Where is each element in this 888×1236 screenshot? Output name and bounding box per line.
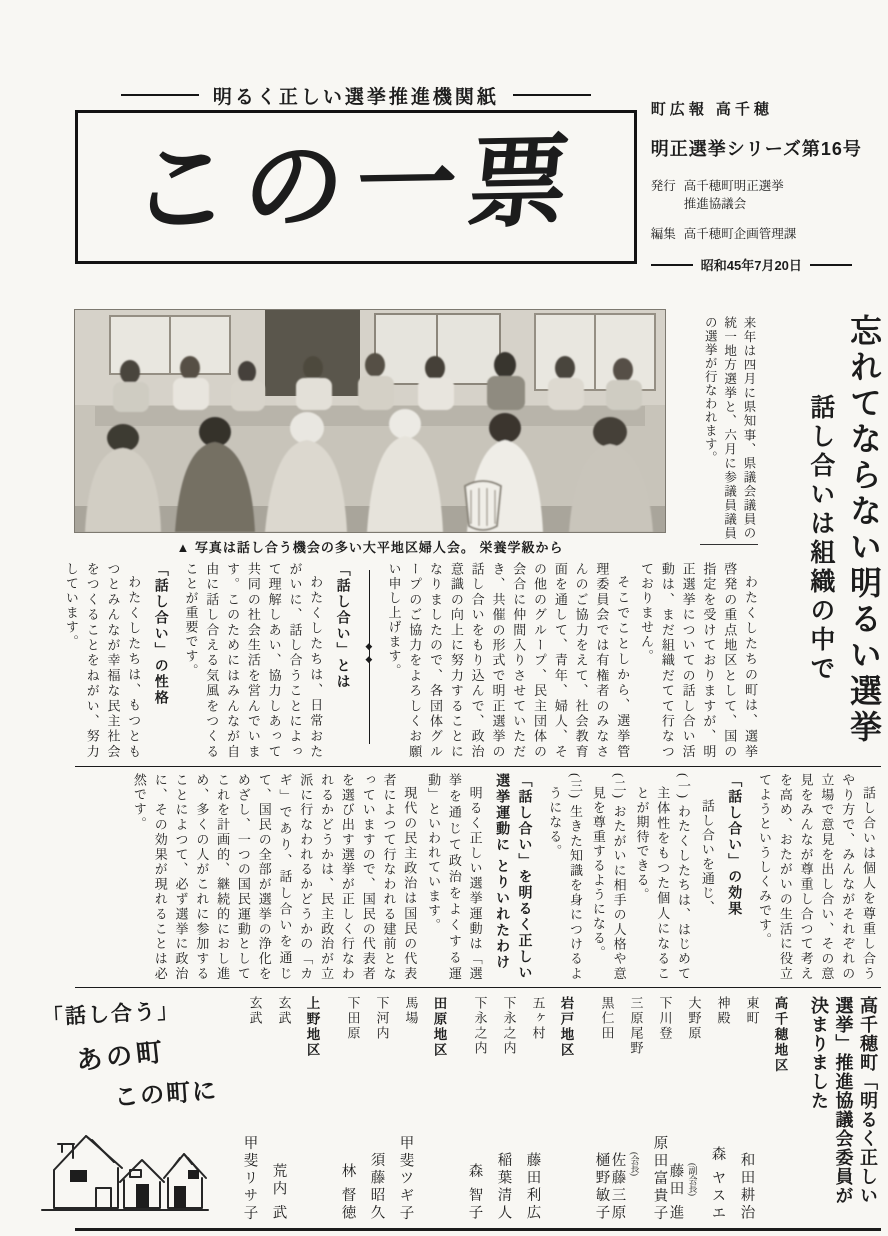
illustration-text-3: この町に — [112, 1077, 219, 1112]
article1-heading-1: 「話し合い」とは — [335, 562, 352, 691]
tagline-rule-right — [513, 94, 591, 96]
committee-member — [240, 996, 265, 1222]
committee-member — [650, 996, 675, 1222]
rule-above-article2 — [75, 766, 881, 767]
member-place: 五ヶ村 — [530, 996, 546, 1042]
editor-name: 高千穂町企画管理課 — [683, 227, 797, 242]
publisher-label: 発行 — [650, 179, 676, 193]
article2-paragraph: 現代の民主政治は国民の代表者によつて行なわれる建前となっていますので、国民の代表者を選び出す選挙が正しく行なわれるかどうかは、民主政治が立派に行なわれるかどうかの「カギ」であり、話し合いを通じて、国民の全部が選挙の浄化をめざし、一つの国民運動としてこれを計画的、継続的におし進め、多くの人がこれに参加することによつて、必ず選挙に政治に、その効果が現れることは必然です。 — [131, 773, 418, 982]
title-box — [75, 110, 637, 264]
headline-block — [806, 314, 881, 754]
member-name: 藤田利広 — [524, 1152, 541, 1223]
member-name: 和田耕治 — [738, 1152, 755, 1223]
member-place: 大野原 — [686, 996, 702, 1042]
series-title: 明正選挙シリーズ第16号 — [650, 139, 862, 159]
issue-date: 昭和45年7月20日 — [700, 258, 802, 274]
article-2 — [75, 773, 881, 981]
lead-section — [63, 310, 882, 760]
member-name: 原田富貴子 — [651, 1134, 668, 1223]
member-place: 玄武 — [247, 996, 263, 1027]
issue-date-row — [651, 255, 881, 274]
date-rule-right — [810, 264, 852, 266]
article2-list-item: (三) 生きた知識を身につけるようになる。 — [547, 773, 584, 982]
tagline-rule-left — [121, 94, 199, 96]
member-place: 神殿 — [715, 996, 731, 1027]
committee-member — [494, 996, 519, 1222]
article1-paragraph: そこでことしから、選挙管理委員会では有権者のみなさんのご協力をえて、社会教育面を通して、青年、婦人、その他のグループ、民主団体の会合に仲間入りさせていただき、共催の形式で明正選挙の話し合いをもり込んで、政治意識の向上に努力することになりましたので、各団体グループのご協力をよろしくお願い申し上げます。 — [386, 562, 631, 760]
district-ueno — [240, 996, 322, 1222]
sub-headline: 話し合いは組織の中で — [806, 394, 834, 685]
masthead-title-block — [75, 82, 637, 274]
paper-title: この一票 — [125, 127, 587, 246]
member-name: 稲葉清人 — [495, 1152, 512, 1223]
article1-heading-2: 「話し合い」の性格 — [153, 562, 170, 707]
member-name: 荒内 武 — [270, 1163, 287, 1223]
committee-member — [609, 996, 646, 1223]
photo-block — [75, 310, 665, 556]
section-divider-ornament — [362, 566, 378, 747]
main-headline: 忘れてならない明るい選挙 — [846, 314, 882, 747]
member-name: 藤田 進 — [667, 1163, 684, 1223]
committee-member — [523, 996, 548, 1222]
member-place: 馬場 — [403, 996, 419, 1027]
article1-paragraph: わたくしたちは、もつともつとみんなが幸福な民主社会をつくることをねがい、努力しています。 — [63, 562, 142, 760]
district-tabaru — [338, 996, 449, 1222]
article-1 — [63, 562, 763, 760]
member-place: 下田原 — [345, 996, 361, 1042]
district-name: 田原地区 — [431, 996, 447, 1059]
committee-member — [465, 996, 490, 1222]
publisher-line — [651, 177, 881, 213]
committee-member — [667, 996, 704, 1223]
editor-label: 編集 — [650, 227, 676, 242]
committee-member — [708, 996, 733, 1222]
member-role: (副会長) — [687, 1163, 698, 1197]
article2-paragraph: 明るく正しい選挙運動は「選挙を通じて政治をよくする運動」といわれています。 — [426, 773, 483, 982]
masthead — [75, 82, 881, 274]
date-rule-left — [651, 264, 693, 266]
district-takachiho — [592, 996, 790, 1222]
paper-tagline: 明るく正しい選挙推進機関紙 — [212, 86, 499, 108]
editor-line — [651, 225, 881, 243]
illustration-text-1: 「話し合う」 — [41, 999, 181, 1030]
member-name: 甲斐ツギ子 — [397, 1134, 414, 1223]
member-place: 下川登 — [657, 996, 673, 1042]
article2-list-item: (二) おたがいに相手の人格や意見を尊重するようになる。 — [590, 773, 627, 982]
meeting-photo — [75, 310, 665, 532]
committee-section — [41, 996, 881, 1223]
committee-member — [737, 996, 762, 1222]
masthead-info-block — [637, 82, 881, 274]
houses-drawing-icon — [36, 1108, 216, 1220]
member-place: 黒仁田 — [599, 996, 615, 1042]
lead-note: 来年は四月に県知事、県議会議員の統一地方選挙と、六月に参議員議員の選挙が行なわれます。 — [700, 316, 758, 545]
member-name: 須藤昭久 — [368, 1152, 385, 1223]
member-name: 佐藤三原 — [609, 1152, 626, 1223]
publisher-name: 高千穂町明正選挙 推進協議会 — [683, 179, 784, 212]
article2-list-item: (一) わたくしたちは、はじめて主体性をもつた個人になることが期待できる。 — [634, 773, 692, 982]
member-place: 三原尾野 — [628, 996, 644, 1057]
member-place: 下河内 — [374, 996, 390, 1042]
committee-member — [396, 996, 421, 1222]
article2-paragraph: 話し合いは個人を尊重し合うやり方で、みんながそれぞれの立場で意見を出し合い、その意見をみんなが尊重し合つて考えを高め、おたがいの生活に役立てようというしくみです。 — [757, 773, 876, 982]
publication-name: 町広報 高千穂 — [650, 101, 773, 118]
bottom-rule — [75, 1228, 881, 1231]
committee-member — [338, 996, 363, 1222]
article1-paragraph: わたくしたちの町は、選挙啓発の重点地区として、国の指定を受けておりますが、明正選挙についての話し合い活動は、まだ組織だてて行なつておりません。 — [639, 562, 758, 760]
hand-drawn-illustration — [36, 996, 224, 1222]
committee-headline: 高千穂町「明るく正しい 選挙」推進協議会委員が 決まりました — [809, 996, 878, 1206]
member-place: 下永之内 — [501, 996, 517, 1057]
member-name: 甲斐リサ子 — [241, 1134, 258, 1223]
rule-above-committee — [75, 987, 881, 988]
photo-caption: ▲ 写真は話し合う機会の多い大平地区婦人会。 栄養学級から — [176, 540, 564, 556]
article2-heading-1: 「話し合い」の効果 — [727, 773, 744, 918]
illustration-text-2: あの町 — [74, 1036, 167, 1076]
district-iwato — [465, 996, 576, 1222]
member-name: 森 ヤスエ — [709, 1145, 726, 1223]
district-name: 高千穂地区 — [772, 996, 788, 1074]
article2-heading-2: 「話し合い」を明るく正しい選挙運動に とりいれたわけ — [495, 773, 534, 982]
district-name: 上野地区 — [304, 996, 320, 1059]
member-name: 森 智子 — [466, 1163, 483, 1223]
committee-member — [367, 996, 392, 1222]
member-role: (会長) — [629, 1152, 640, 1177]
member-name: 樋野敏子 — [593, 1152, 610, 1223]
committee-member — [269, 996, 294, 1222]
member-place: 玄武 — [276, 996, 292, 1027]
member-place: 東町 — [744, 996, 760, 1027]
article2-lead-in: 話し合いを通じ、 — [699, 799, 715, 916]
committee-member — [592, 996, 617, 1222]
member-name: 林 督徳 — [339, 1163, 356, 1223]
district-name: 岩戸地区 — [558, 996, 574, 1059]
member-place: 下永之内 — [472, 996, 488, 1057]
article1-paragraph: わたくしたちは、日常おたがいに、話し合うことによって理解しあい、協力しあって共同の社会生活を営んでいます。このためにはみんなが自由に話し合える気風をつくることが重要です。 — [183, 562, 324, 760]
